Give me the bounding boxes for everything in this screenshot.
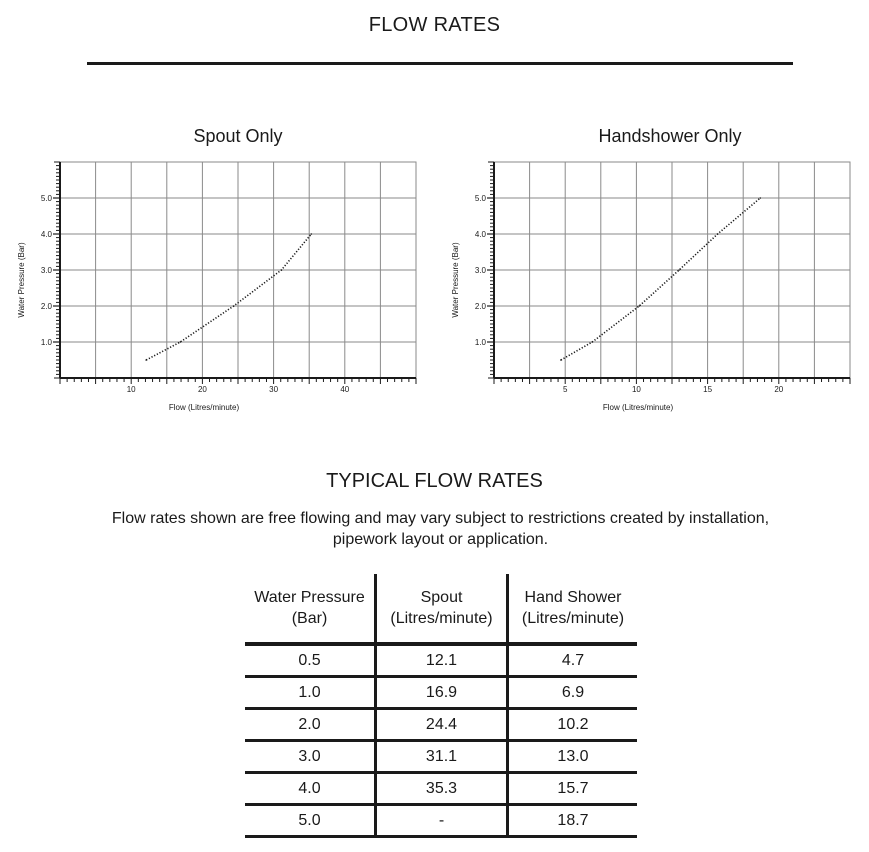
pressure-cell: 1.0 — [245, 677, 376, 709]
table-row — [245, 709, 637, 741]
x-axis-label: Flow (Litres/minute) — [168, 403, 240, 412]
y-tick-label: 1.0 — [40, 338, 52, 347]
chart-title-spout: Spout Only — [193, 126, 283, 146]
y-tick-label: 3.0 — [40, 266, 52, 275]
x-tick-label: 20 — [774, 385, 784, 394]
hand-shower-cell: 6.9 — [508, 677, 638, 709]
data-point — [678, 269, 680, 271]
pressure-cell: 4.0 — [245, 773, 376, 805]
pressure-cell: 3.0 — [245, 741, 376, 773]
hand-shower-cell: 4.7 — [508, 644, 638, 677]
header-water-pressure — [245, 574, 376, 644]
x-tick-label: 10 — [126, 385, 136, 394]
x-tick-label: 5 — [562, 385, 568, 394]
page-title: FLOW RATES — [368, 14, 501, 36]
y-tick-label: 5.0 — [40, 194, 52, 203]
header-label: Spout — [420, 589, 463, 606]
x-axis-label: Flow (Litres/minute) — [602, 403, 674, 412]
header-label: Hand Shower — [524, 589, 622, 606]
flow-series-line — [561, 198, 760, 360]
table-row — [245, 644, 637, 677]
y-tick-label: 2.0 — [474, 302, 486, 311]
spout-flow-chart — [0, 150, 430, 420]
y-tick-label: 4.0 — [474, 230, 486, 239]
data-point — [311, 233, 313, 235]
data-point — [281, 269, 283, 271]
x-tick-label: 30 — [269, 385, 279, 394]
x-tick-label: 10 — [631, 385, 641, 394]
header-unit: (Litres/minute) — [390, 610, 493, 627]
header-label: Water Pressure — [254, 589, 365, 606]
table-title: TYPICAL FLOW RATES — [326, 470, 543, 492]
data-point — [145, 359, 147, 361]
hand-shower-cell: 13.0 — [508, 741, 638, 773]
flow-rates-table — [245, 574, 637, 838]
data-point — [717, 233, 719, 235]
table-row — [245, 805, 637, 837]
data-point — [591, 341, 593, 343]
data-point — [180, 341, 182, 343]
spout-cell: 16.9 — [376, 677, 508, 709]
y-axis-label: Water Pressure (Bar) — [17, 242, 26, 318]
table-row — [245, 741, 637, 773]
y-axis-label: Water Pressure (Bar) — [451, 242, 460, 318]
x-tick-label: 15 — [703, 385, 713, 394]
flow-rate-note — [100, 508, 781, 550]
x-tick-label: 40 — [340, 385, 350, 394]
pressure-cell: 5.0 — [245, 805, 376, 837]
spout-cell: 31.1 — [376, 741, 508, 773]
y-tick-label: 5.0 — [474, 194, 486, 203]
note-line-2: pipework layout or application. — [332, 531, 549, 548]
chart-title-handshower: Handshower Only — [598, 126, 742, 146]
spout-cell: 35.3 — [376, 773, 508, 805]
data-point — [638, 305, 640, 307]
header-hand-shower — [508, 574, 638, 644]
data-point — [233, 305, 235, 307]
y-tick-label: 4.0 — [40, 230, 52, 239]
table-header-row — [245, 574, 637, 644]
header-unit: (Bar) — [291, 610, 328, 627]
hand-shower-cell: 15.7 — [508, 773, 638, 805]
data-point — [560, 359, 562, 361]
spout-cell: - — [376, 805, 508, 837]
pressure-cell: 0.5 — [245, 644, 376, 677]
x-tick-label: 20 — [197, 385, 207, 394]
spout-cell: 12.1 — [376, 644, 508, 677]
y-tick-label: 2.0 — [40, 302, 52, 311]
note-line-1: Flow rates shown are free flowing and may vary subject to restrictions created by installation, — [111, 510, 770, 527]
table-row — [245, 677, 637, 709]
y-tick-label: 1.0 — [474, 338, 486, 347]
header-unit: (Litres/minute) — [521, 610, 625, 627]
table-row — [245, 773, 637, 805]
title-divider — [87, 62, 793, 65]
handshower-flow-chart — [434, 150, 864, 420]
hand-shower-cell: 18.7 — [508, 805, 638, 837]
flow-series-line — [146, 234, 311, 360]
y-tick-label: 3.0 — [474, 266, 486, 275]
header-spout — [376, 574, 508, 644]
data-point — [759, 197, 761, 199]
hand-shower-cell: 10.2 — [508, 709, 638, 741]
spout-cell: 24.4 — [376, 709, 508, 741]
pressure-cell: 2.0 — [245, 709, 376, 741]
